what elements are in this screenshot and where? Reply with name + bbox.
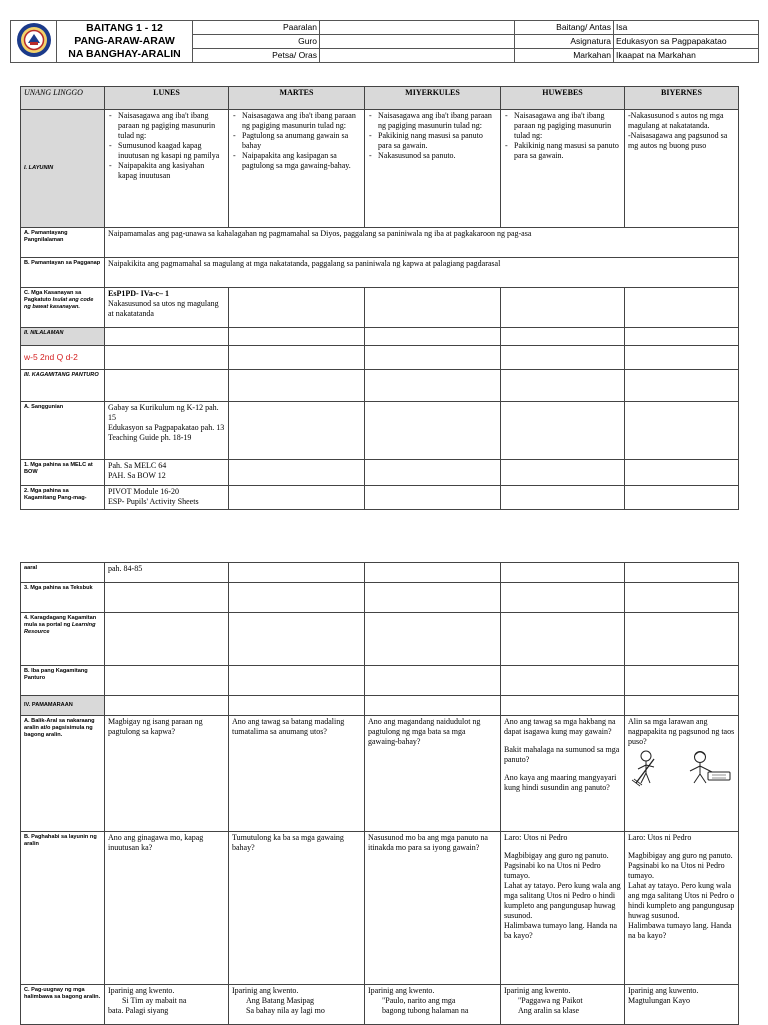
pag-uugnay-tuesday — [229, 985, 365, 1025]
pag-uugnay-thu-line: Ang aralin sa klase — [518, 1006, 580, 1015]
layunin-friday — [625, 110, 739, 228]
pag-uugnay-row — [21, 985, 739, 1025]
pag-uugnay-mon-line: Iparinig ang kwento. — [108, 986, 175, 995]
seal-icon — [16, 22, 52, 58]
pamantayan-pagganap-row — [21, 258, 739, 288]
paghahabi-wednesday: Nasusunod mo ba ang mga panuto na itinakda mo para sa iyong gawain? — [365, 832, 501, 985]
layunin-mon-item: - Sumusunod kaagad kapag inuutusan ng kasapi ng pamilya — [118, 141, 225, 161]
paghahabi-fri-line: Halimbawa tumayo lang. Handa na ba kayo? — [628, 921, 732, 940]
nilalaman-red-note — [21, 346, 105, 370]
subject-field[interactable]: Edukasyon sa Pagpapakatao — [614, 35, 759, 49]
lesson-plan-table-page-2 — [20, 562, 739, 1025]
kasanayan-code: EsP1PD- IVa-c– 1 — [108, 289, 170, 298]
paghahabi-thu-line: Magbibigay ang guro ng panuto. — [504, 851, 609, 860]
layunin-label: I. LAYUNIN — [21, 110, 105, 228]
sanggunian-label: A. Sanggunian — [21, 402, 105, 460]
balik-aral-tuesday: Ano ang tawag sa batang madaling tumatalima sa anumang utos? — [229, 716, 365, 832]
paghahabi-fri-line: Magbibigay ang guro ng panuto. — [628, 851, 733, 860]
pag-uugnay-thursday — [501, 985, 625, 1025]
balik-aral-thu-q: Bakit mahalaga na sumunod sa mga panuto? — [504, 745, 620, 764]
guro-pahina-line: PAH. Sa BOW 12 — [108, 471, 166, 480]
form-title-line-3: NA BANGHAY-ARALIN — [68, 48, 181, 60]
balik-aral-monday: Magbigay ng isang paraan ng pagtulong sa kapwa? — [105, 716, 229, 832]
paghahabi-thu-line: Halimbawa tumayo lang. Handa na ba kayo? — [504, 921, 618, 940]
sanggunian-line: Teaching Guide ph. 18-19 — [108, 433, 192, 442]
pamamaraan-label: IV. PAMAMARAAN — [21, 696, 105, 716]
paghahabi-thu-line: Lahat ay tatayo. Pero kung wala ang mga salitang Utos ni Pedro o hindi kumpleto ang pangungusap huwag susunod. — [504, 881, 621, 920]
pamantayan-nilalaman-text: Naipamamalas ang pag-unawa sa kahalagahan ng pagmamahal sa Diyos, paggalang sa paniniwala ng iba at pagkakaroon ng pag-asa — [105, 228, 739, 258]
pag-uugnay-fri-line: Iparinig ang kuwento. — [628, 986, 699, 995]
pag-uugnay-friday — [625, 985, 739, 1025]
sanggunian-line: Edukasyon sa Pagpapakatao pah. 13 — [108, 423, 225, 432]
quarter-field[interactable]: Ikaapat na Markahan — [614, 49, 759, 63]
day-wednesday: MIYERKULES — [365, 87, 501, 110]
kagamitang-pang-mag-aaral-row — [21, 486, 739, 510]
sanggunian-row — [21, 402, 739, 460]
pamantayan-nilalaman-row — [21, 228, 739, 258]
day-tuesday: MARTES — [229, 87, 365, 110]
kasanayan-label-text: C. Mga Kasanayan sa Pagkatuto — [24, 290, 82, 304]
form-title-line-1: BAITANG 1 - 12 — [86, 22, 163, 34]
iba-pang-kagamitan-label: B. Iba pang Kagamitang Panturo — [21, 666, 105, 696]
school-label: Paaralan — [193, 21, 320, 35]
paghahabi-monday: Ano ang ginagawa mo, kapag inuutusan ka? — [105, 832, 229, 985]
date-time-label: Petsa/ Oras — [193, 49, 320, 63]
balik-aral-label: A. Balik-Aral sa nakaraang aralin at/o pagsisimula ng bagong aralin. — [21, 716, 105, 832]
kasanayan-wednesday — [365, 288, 501, 328]
pag-uugnay-monday — [105, 985, 229, 1025]
teacher-label: Guro — [193, 35, 320, 49]
pag-uugnay-wed-line: Iparinig ang kwento. — [368, 986, 435, 995]
teksbuk-row — [21, 583, 739, 613]
module-line: PIVOT Module 16-20 — [108, 487, 179, 496]
pag-uugnay-label: C. Pag-uugnay ng mga halimbawa sa bagong aralin. — [21, 985, 105, 1025]
layunin-thu-item: - Naisasagawa ang iba't ibang paraan ng pagiging masunurin tulad ng: — [514, 111, 621, 141]
aaral-cont-row — [21, 563, 739, 583]
form-title — [57, 21, 193, 63]
guro-pahina-label: 1. Mga pahina sa MELC at BOW — [21, 460, 105, 486]
balik-aral-thu-q: Ano ang tawag sa mga hakbang na dapat isagawa kung may gawain? — [504, 717, 616, 736]
layunin-wed-item: - Naisasagawa ang iba't ibang paraan ng pagiging masunurin tulad ng: — [378, 111, 497, 131]
cleaning-boy-icon — [690, 752, 730, 784]
day-friday: BIYERNES — [625, 87, 739, 110]
pamamaraan-row — [21, 696, 739, 716]
pag-uugnay-fri-line: Magtulungan Kayo — [628, 996, 690, 1005]
children-obeying-illustration — [628, 747, 734, 787]
layunin-wed-item: - Nakasusunod sa panuto. — [378, 151, 497, 161]
paghahabi-friday — [625, 832, 739, 985]
layunin-mon-item: - Naisasagawa ang iba't ibang paraan ng pagiging masunurin tulad ng: — [118, 111, 225, 141]
nilalaman-label: II. NILALAMAN — [21, 328, 105, 346]
layunin-fri-line: -Naisasagawa ang pagsunod sa mg autos ng buong puso — [628, 131, 728, 150]
paghahabi-fri-line: Laro: Utos ni Pedro — [628, 833, 692, 842]
kasanayan-row — [21, 288, 739, 328]
form-header — [10, 20, 759, 63]
nilalaman-note-row — [21, 346, 739, 370]
layunin-monday — [105, 110, 229, 228]
karagdagang-label-text: 4. Karagdagang Kagamitan mula sa portal ng — [24, 615, 97, 629]
date-time-field[interactable] — [320, 49, 515, 63]
guro-pahina-line: Pah. Sa MELC 64 — [108, 461, 167, 470]
kagamitang-label-cont: aaral — [21, 563, 105, 583]
karagdagang-row — [21, 613, 739, 666]
balik-aral-thu-q: Ano kaya ang maaring mangyayari kung hindi susundin ang panuto? — [504, 773, 617, 792]
pamantayan-pagganap-text: Naipakikita ang pagmamahal sa magulang at mga nakatatanda, paggalang sa paniniwala ng kapwa at palagiang pagdarasal — [105, 258, 739, 288]
grade-field[interactable]: Isa — [614, 21, 759, 35]
pamantayan-pagganap-label: B. Pamantayan sa Pagganap — [21, 258, 105, 288]
guro-pahina-row — [21, 460, 739, 486]
day-thursday: HUWEBES — [501, 87, 625, 110]
pag-uugnay-thu-line: Iparinig ang kwento. — [504, 986, 571, 995]
layunin-wednesday — [365, 110, 501, 228]
paghahabi-row — [21, 832, 739, 985]
layunin-tue-item: - Pagtulong sa anumang gawain sa bahay — [242, 131, 361, 151]
layunin-tue-item: - Naisasagawa ang iba't ibang paraan ng pagiging masunurin tulad ng: — [242, 111, 361, 131]
form-title-line-2: PANG-ARAW-ARAW — [74, 35, 175, 47]
day-monday: LUNES — [105, 87, 229, 110]
sweeping-girl-icon — [632, 751, 654, 786]
kagamitan-label: III. KAGAMITANG PANTURO — [21, 370, 105, 402]
quarter-label: Markahan — [515, 49, 614, 63]
balik-aral-friday — [625, 716, 739, 832]
sanggunian-line: Gabay sa Kurikulum ng K-12 pah. 15 — [108, 403, 219, 422]
iba-pang-kagamitan-row — [21, 666, 739, 696]
grade-label: Baitang/ Antas — [515, 21, 614, 35]
paghahabi-tuesday: Tumutulong ka ba sa mga gawaing bahay? — [229, 832, 365, 985]
layunin-row — [21, 110, 739, 228]
kasanayan-thursday — [501, 288, 625, 328]
pag-uugnay-mon-line: bata. Palagi siyang — [108, 1006, 169, 1015]
kasanayan-monday — [105, 288, 229, 328]
deped-seal-logo — [11, 21, 57, 63]
sanggunian-monday — [105, 402, 229, 460]
kasanayan-label-note: Isulat ang code ng bawat kasanayan. — [24, 297, 94, 311]
balik-aral-row — [21, 716, 739, 832]
guro-pahina-monday — [105, 460, 229, 486]
balik-aral-fri-q: Alin sa mga larawan ang nagpapakita ng pagsunod ng taos puso? — [628, 717, 735, 746]
karagdagang-label — [21, 613, 105, 666]
layunin-mon-item: - Naipapakita ang kasiyahan kapag inuutusan — [118, 161, 225, 181]
balik-aral-wednesday: Ano ang magandang naidudulot ng pagtulong ng mga bata sa mga gawaing-bahay? — [365, 716, 501, 832]
aaral-cont-monday: pah. 84-85 — [105, 563, 229, 583]
lesson-plan-table-page-1 — [20, 86, 739, 510]
karagdagang-label-italic: Learning Resource — [24, 622, 96, 636]
pag-uugnay-mon-line: Si Tim ay mabait na — [122, 996, 187, 1005]
nilalaman-row — [21, 328, 739, 346]
balik-aral-thursday — [501, 716, 625, 832]
subject-label: Asignatura — [515, 35, 614, 49]
week-label: UNANG LINGGO — [21, 87, 105, 110]
layunin-tue-item: - Naipapakita ang kasipagan sa pagtulong sa mga gawaing-bahay. — [242, 151, 361, 171]
kagamitan-row — [21, 370, 739, 402]
paghahabi-fri-line: Pagsinabi ko na Utos ni Pedro tumayo. — [628, 861, 725, 880]
layunin-wed-item: - Pakikinig nang masusi sa panuto para sa gawain. — [378, 131, 497, 151]
pag-uugnay-wednesday — [365, 985, 501, 1025]
layunin-thursday — [501, 110, 625, 228]
kasanayan-friday — [625, 288, 739, 328]
pag-uugnay-wed-line: "Paulo, narito ang mga — [382, 996, 456, 1005]
pag-uugnay-wed-line: bagong tubong halaman na — [382, 1006, 469, 1015]
paghahabi-label: B. Paghahabi sa layunin ng aralin — [21, 832, 105, 985]
pamantayan-nilalaman-label: A. Pamantayang Pangnilalaman — [21, 228, 105, 258]
pag-uugnay-tue-line: Iparinig ang kwento. — [232, 986, 299, 995]
days-header-row — [21, 87, 739, 110]
paghahabi-thursday — [501, 832, 625, 985]
layunin-thu-item: - Pakikinig nang masusi sa panuto para sa gawain. — [514, 141, 621, 161]
layunin-tuesday — [229, 110, 365, 228]
teksbuk-label: 3. Mga pahina sa Teksbuk — [21, 583, 105, 613]
pag-uugnay-tue-line: Ang Batang Masipag — [246, 996, 314, 1005]
school-field[interactable] — [320, 21, 515, 35]
paghahabi-thu-line: Pagsinabi ko na Utos ni Pedro tumayo. — [504, 861, 601, 880]
layunin-fri-line: -Nakasusunod s autos ng mga magulang at nakatatanda. — [628, 111, 724, 130]
kasanayan-label — [21, 288, 105, 328]
kagamitang-pang-mag-aaral-monday — [105, 486, 229, 510]
module-line: ESP- Pupils' Activity Sheets — [108, 497, 199, 506]
pag-uugnay-thu-line: "Paggawa ng Paikot — [518, 996, 583, 1005]
paghahabi-thu-line: Laro: Utos ni Pedro — [504, 833, 568, 842]
paghahabi-fri-line: Lahat ay tatayo. Pero kung wala ang mga salitang Utos ni Pedro o hindi kumpleto ang pangungusap huwag susunod. — [628, 881, 735, 920]
kasanayan-tuesday — [229, 288, 365, 328]
kagamitang-pang-mag-aaral-label: 2. Mga pahina sa Kagamitang Pang-mag- — [21, 486, 105, 510]
teacher-field[interactable] — [320, 35, 515, 49]
kasanayan-text: Nakasusunod sa utos ng magulang at nakatatanda — [108, 299, 219, 318]
week-day-note: w-5 2nd Q d-2 — [24, 352, 78, 362]
pag-uugnay-tue-line: Sa bahay nila ay lagi mo — [246, 1006, 325, 1015]
